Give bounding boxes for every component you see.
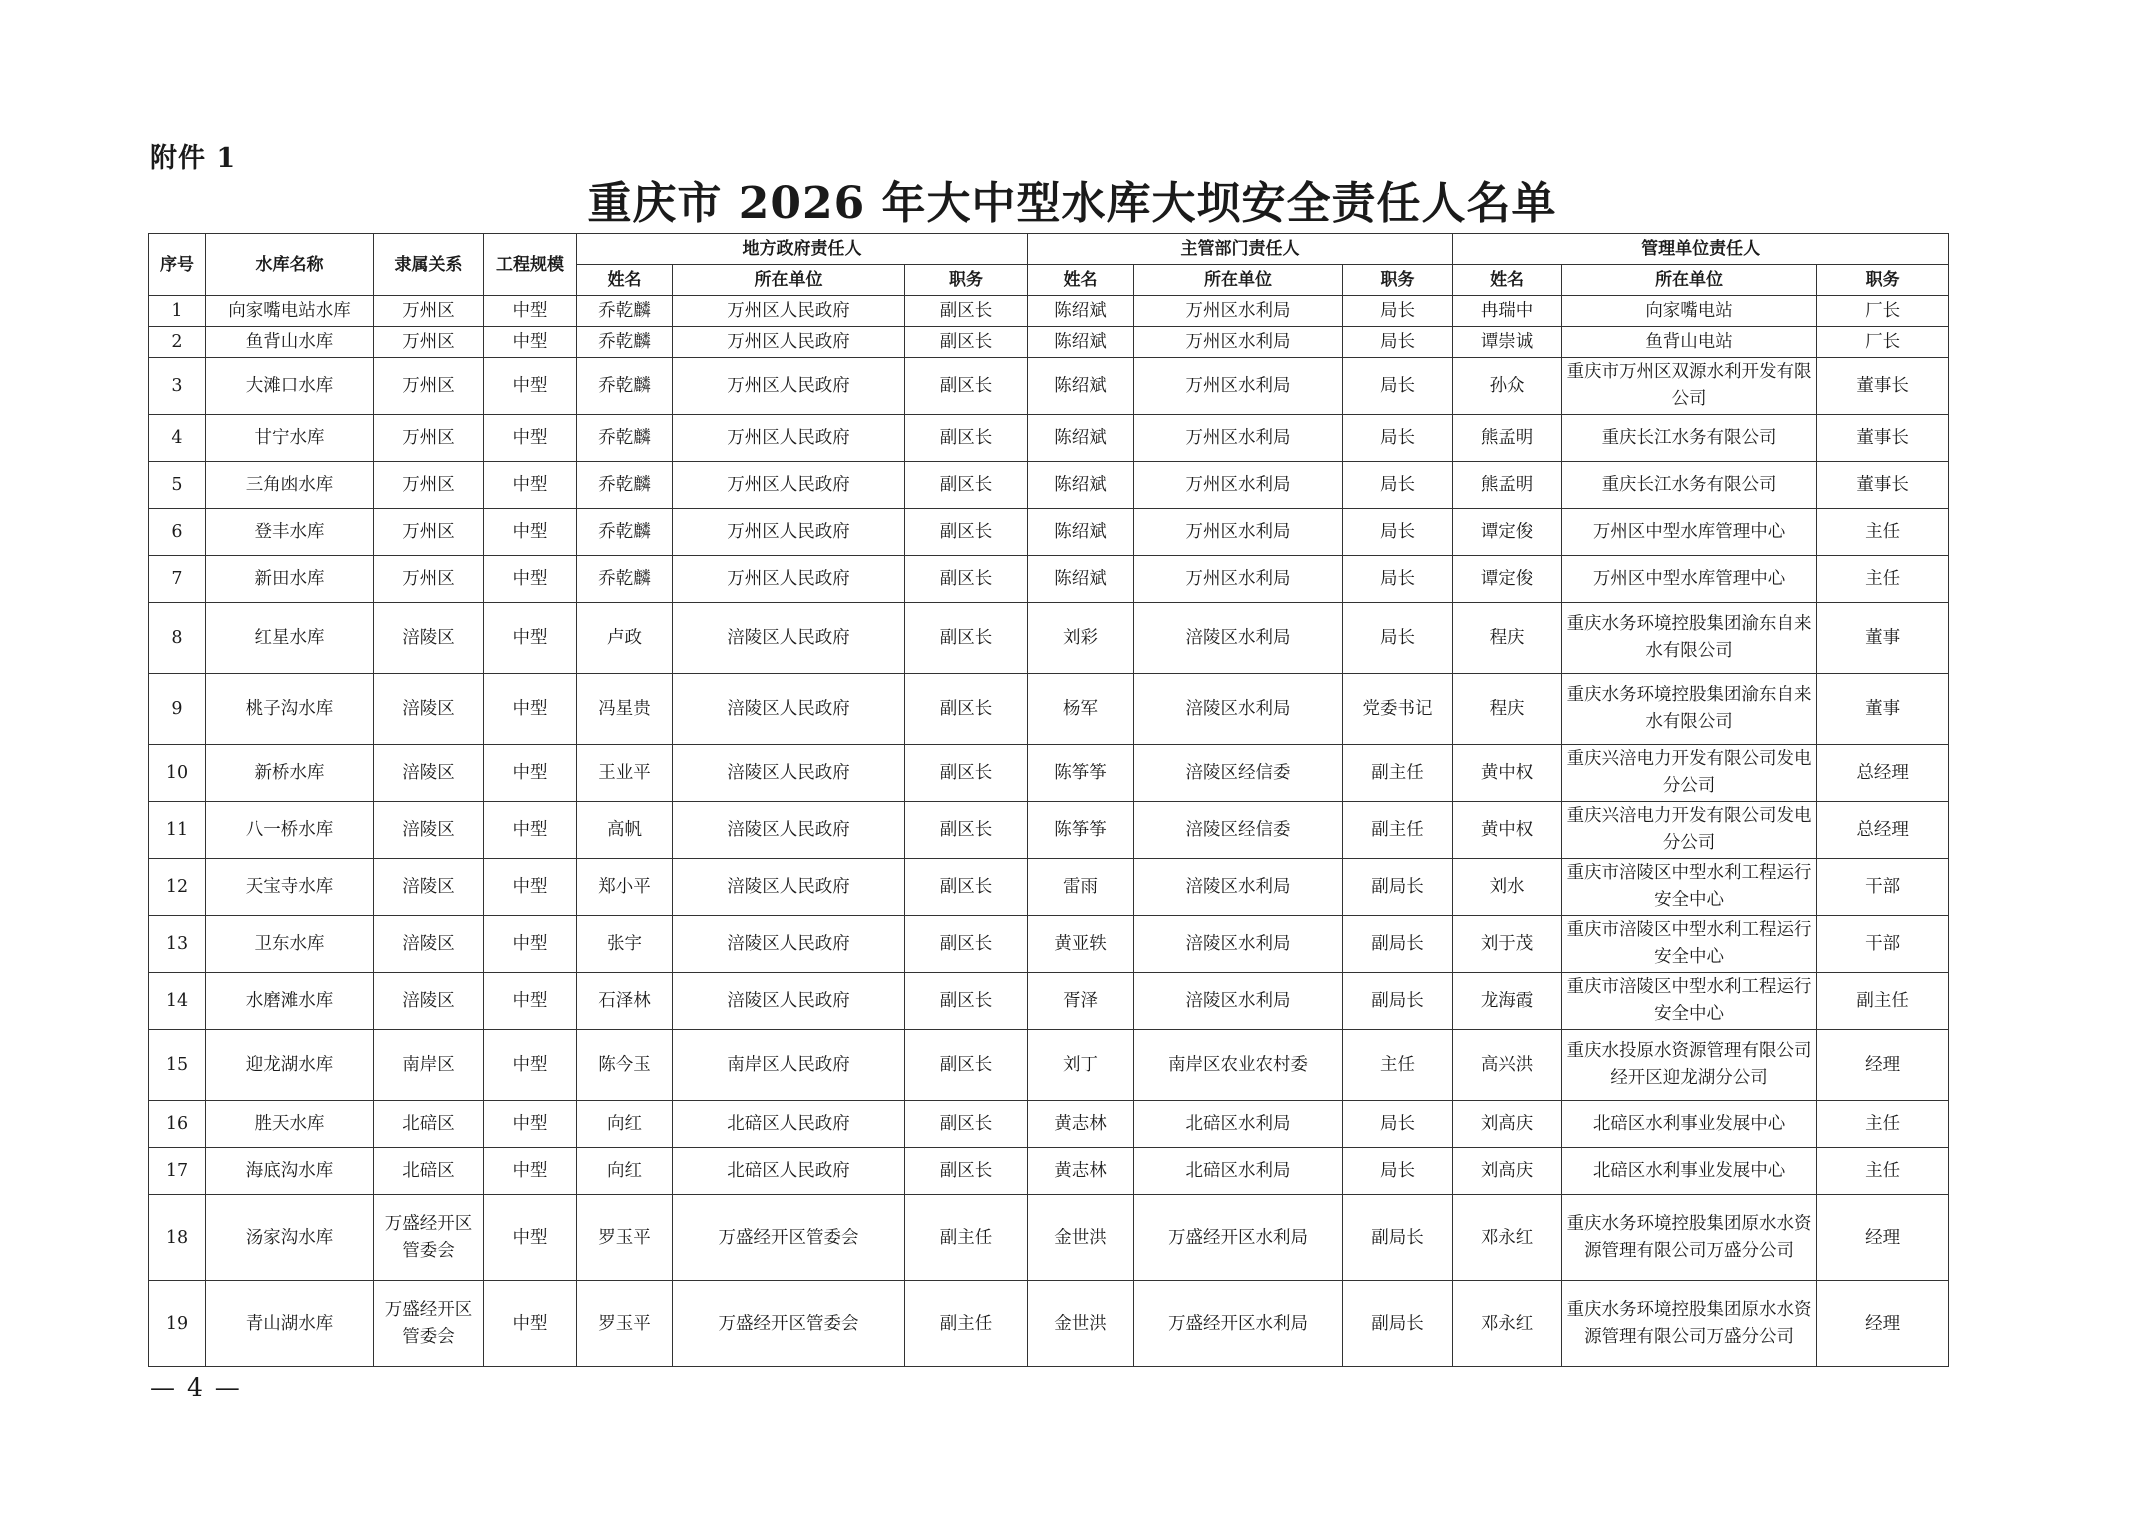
cell-gov-name: 卢政 <box>577 603 673 674</box>
cell-mgmt-title: 副主任 <box>1817 973 1949 1030</box>
cell-scale: 中型 <box>484 462 577 509</box>
subheader-dept-title: 职务 <box>1343 265 1453 296</box>
cell-affiliation: 万州区 <box>374 327 484 358</box>
cell-dept-title: 副局长 <box>1343 973 1453 1030</box>
cell-mgmt-name: 黄中权 <box>1453 745 1562 802</box>
cell-dept-unit: 北碚区水利局 <box>1134 1148 1343 1195</box>
header-seq: 序号 <box>149 234 206 296</box>
cell-seq: 2 <box>149 327 206 358</box>
cell-gov-title: 副区长 <box>905 415 1028 462</box>
cell-seq: 16 <box>149 1101 206 1148</box>
table-row <box>149 603 1949 674</box>
cell-dept-name: 陈筝筝 <box>1028 745 1134 802</box>
cell-gov-title: 副区长 <box>905 745 1028 802</box>
cell-mgmt-unit: 重庆市涪陵区中型水利工程运行安全中心 <box>1562 916 1817 973</box>
cell-scale: 中型 <box>484 916 577 973</box>
cell-reservoir-name: 登丰水库 <box>206 509 374 556</box>
cell-affiliation: 北碚区 <box>374 1101 484 1148</box>
cell-gov-unit: 万州区人民政府 <box>673 415 905 462</box>
cell-gov-name: 罗玉平 <box>577 1195 673 1281</box>
subheader-mgmt-unit: 所在单位 <box>1562 265 1817 296</box>
cell-affiliation: 北碚区 <box>374 1148 484 1195</box>
cell-gov-name: 张宇 <box>577 916 673 973</box>
cell-dept-unit: 涪陵区水利局 <box>1134 973 1343 1030</box>
table-row <box>149 358 1949 415</box>
page-number: — 4 — <box>150 1373 242 1402</box>
cell-mgmt-title: 厂长 <box>1817 296 1949 327</box>
cell-gov-title: 副区长 <box>905 1148 1028 1195</box>
table-row <box>149 296 1949 327</box>
cell-dept-name: 刘丁 <box>1028 1030 1134 1101</box>
cell-gov-unit: 涪陵区人民政府 <box>673 745 905 802</box>
cell-mgmt-unit: 重庆兴涪电力开发有限公司发电分公司 <box>1562 802 1817 859</box>
cell-seq: 10 <box>149 745 206 802</box>
table-row <box>149 1281 1949 1367</box>
cell-reservoir-name: 新田水库 <box>206 556 374 603</box>
cell-mgmt-unit: 万州区中型水库管理中心 <box>1562 509 1817 556</box>
cell-gov-title: 副区长 <box>905 296 1028 327</box>
cell-reservoir-name: 水磨滩水库 <box>206 973 374 1030</box>
cell-mgmt-name: 谭崇诚 <box>1453 327 1562 358</box>
cell-gov-unit: 万盛经开区管委会 <box>673 1281 905 1367</box>
cell-dept-unit: 万州区水利局 <box>1134 415 1343 462</box>
header-dept: 主管部门责任人 <box>1028 234 1453 265</box>
cell-gov-unit: 北碚区人民政府 <box>673 1101 905 1148</box>
cell-mgmt-unit: 重庆长江水务有限公司 <box>1562 415 1817 462</box>
cell-dept-name: 陈绍斌 <box>1028 462 1134 509</box>
cell-scale: 中型 <box>484 1281 577 1367</box>
cell-mgmt-name: 邓永红 <box>1453 1281 1562 1367</box>
cell-scale: 中型 <box>484 327 577 358</box>
cell-affiliation: 万盛经开区管委会 <box>374 1281 484 1367</box>
cell-gov-title: 副区长 <box>905 1101 1028 1148</box>
cell-reservoir-name: 青山湖水库 <box>206 1281 374 1367</box>
table-row <box>149 462 1949 509</box>
cell-reservoir-name: 汤家沟水库 <box>206 1195 374 1281</box>
cell-reservoir-name: 迎龙湖水库 <box>206 1030 374 1101</box>
cell-dept-name: 金世洪 <box>1028 1195 1134 1281</box>
cell-scale: 中型 <box>484 1148 577 1195</box>
cell-dept-name: 杨军 <box>1028 674 1134 745</box>
cell-mgmt-name: 谭定俊 <box>1453 556 1562 603</box>
cell-gov-unit: 涪陵区人民政府 <box>673 674 905 745</box>
cell-mgmt-name: 刘于茂 <box>1453 916 1562 973</box>
table-row <box>149 556 1949 603</box>
cell-mgmt-name: 刘高庆 <box>1453 1148 1562 1195</box>
cell-dept-title: 副主任 <box>1343 745 1453 802</box>
cell-dept-name: 胥泽 <box>1028 973 1134 1030</box>
cell-affiliation: 涪陵区 <box>374 973 484 1030</box>
table-row <box>149 327 1949 358</box>
cell-gov-title: 副区长 <box>905 916 1028 973</box>
cell-reservoir-name: 大滩口水库 <box>206 358 374 415</box>
cell-gov-unit: 北碚区人民政府 <box>673 1148 905 1195</box>
table-row <box>149 1148 1949 1195</box>
header-scale: 工程规模 <box>484 234 577 296</box>
cell-dept-unit: 涪陵区经信委 <box>1134 802 1343 859</box>
table-row <box>149 802 1949 859</box>
cell-reservoir-name: 甘宁水库 <box>206 415 374 462</box>
cell-gov-unit: 万州区人民政府 <box>673 462 905 509</box>
cell-reservoir-name: 胜天水库 <box>206 1101 374 1148</box>
cell-mgmt-name: 刘水 <box>1453 859 1562 916</box>
cell-dept-title: 主任 <box>1343 1030 1453 1101</box>
cell-gov-name: 乔乾麟 <box>577 509 673 556</box>
cell-gov-name: 乔乾麟 <box>577 327 673 358</box>
cell-dept-title: 局长 <box>1343 327 1453 358</box>
cell-reservoir-name: 红星水库 <box>206 603 374 674</box>
cell-dept-unit: 万州区水利局 <box>1134 556 1343 603</box>
cell-mgmt-title: 主任 <box>1817 1101 1949 1148</box>
cell-mgmt-name: 程庆 <box>1453 603 1562 674</box>
table-row <box>149 745 1949 802</box>
cell-gov-title: 副区长 <box>905 859 1028 916</box>
cell-dept-name: 陈绍斌 <box>1028 296 1134 327</box>
cell-scale: 中型 <box>484 603 577 674</box>
cell-mgmt-unit: 重庆水务环境控股集团原水水资源管理有限公司万盛分公司 <box>1562 1281 1817 1367</box>
cell-seq: 14 <box>149 973 206 1030</box>
cell-mgmt-title: 厂长 <box>1817 327 1949 358</box>
cell-reservoir-name: 天宝寺水库 <box>206 859 374 916</box>
table-row <box>149 1195 1949 1281</box>
cell-dept-unit: 万盛经开区水利局 <box>1134 1195 1343 1281</box>
cell-dept-title: 副局长 <box>1343 1281 1453 1367</box>
cell-affiliation: 万盛经开区管委会 <box>374 1195 484 1281</box>
cell-gov-name: 乔乾麟 <box>577 462 673 509</box>
cell-seq: 19 <box>149 1281 206 1367</box>
cell-gov-title: 副区长 <box>905 327 1028 358</box>
table-row <box>149 1101 1949 1148</box>
cell-dept-title: 党委书记 <box>1343 674 1453 745</box>
cell-reservoir-name: 桃子沟水库 <box>206 674 374 745</box>
cell-reservoir-name: 八一桥水库 <box>206 802 374 859</box>
cell-gov-unit: 涪陵区人民政府 <box>673 802 905 859</box>
cell-affiliation: 南岸区 <box>374 1030 484 1101</box>
cell-dept-unit: 万盛经开区水利局 <box>1134 1281 1343 1367</box>
cell-dept-unit: 北碚区水利局 <box>1134 1101 1343 1148</box>
cell-mgmt-unit: 重庆市万州区双源水利开发有限公司 <box>1562 358 1817 415</box>
cell-gov-title: 副主任 <box>905 1195 1028 1281</box>
cell-reservoir-name: 鱼背山水库 <box>206 327 374 358</box>
cell-seq: 18 <box>149 1195 206 1281</box>
cell-mgmt-title: 主任 <box>1817 509 1949 556</box>
cell-reservoir-name: 卫东水库 <box>206 916 374 973</box>
cell-mgmt-unit: 重庆市涪陵区中型水利工程运行安全中心 <box>1562 973 1817 1030</box>
cell-seq: 5 <box>149 462 206 509</box>
cell-scale: 中型 <box>484 415 577 462</box>
cell-dept-title: 局长 <box>1343 415 1453 462</box>
cell-gov-title: 副区长 <box>905 603 1028 674</box>
cell-gov-unit: 涪陵区人民政府 <box>673 973 905 1030</box>
cell-scale: 中型 <box>484 674 577 745</box>
attachment-label: 附件 1 <box>150 143 237 174</box>
cell-affiliation: 万州区 <box>374 358 484 415</box>
cell-gov-unit: 涪陵区人民政府 <box>673 603 905 674</box>
cell-mgmt-name: 邓永红 <box>1453 1195 1562 1281</box>
cell-dept-unit: 万州区水利局 <box>1134 296 1343 327</box>
cell-mgmt-unit: 重庆兴涪电力开发有限公司发电分公司 <box>1562 745 1817 802</box>
cell-mgmt-unit: 重庆水务环境控股集团渝东自来水有限公司 <box>1562 603 1817 674</box>
cell-gov-name: 乔乾麟 <box>577 415 673 462</box>
cell-scale: 中型 <box>484 1195 577 1281</box>
subheader-dept-unit: 所在单位 <box>1134 265 1343 296</box>
cell-dept-title: 副局长 <box>1343 859 1453 916</box>
cell-seq: 11 <box>149 802 206 859</box>
cell-dept-unit: 南岸区农业农村委 <box>1134 1030 1343 1101</box>
cell-mgmt-title: 经理 <box>1817 1195 1949 1281</box>
header-mgmt: 管理单位责任人 <box>1453 234 1949 265</box>
cell-mgmt-unit: 重庆市涪陵区中型水利工程运行安全中心 <box>1562 859 1817 916</box>
cell-gov-title: 副区长 <box>905 802 1028 859</box>
cell-gov-title: 副区长 <box>905 358 1028 415</box>
cell-mgmt-unit: 重庆水投原水资源管理有限公司经开区迎龙湖分公司 <box>1562 1030 1817 1101</box>
cell-affiliation: 涪陵区 <box>374 916 484 973</box>
cell-seq: 4 <box>149 415 206 462</box>
table-row <box>149 674 1949 745</box>
cell-mgmt-name: 冉瑞中 <box>1453 296 1562 327</box>
cell-seq: 12 <box>149 859 206 916</box>
cell-dept-name: 刘彩 <box>1028 603 1134 674</box>
table-row <box>149 1030 1949 1101</box>
cell-mgmt-unit: 重庆长江水务有限公司 <box>1562 462 1817 509</box>
cell-dept-name: 雷雨 <box>1028 859 1134 916</box>
table-body <box>149 296 1949 1367</box>
cell-gov-name: 罗玉平 <box>577 1281 673 1367</box>
cell-scale: 中型 <box>484 509 577 556</box>
cell-affiliation: 万州区 <box>374 509 484 556</box>
table-row <box>149 509 1949 556</box>
cell-dept-title: 局长 <box>1343 509 1453 556</box>
cell-mgmt-name: 高兴洪 <box>1453 1030 1562 1101</box>
cell-dept-name: 陈绍斌 <box>1028 556 1134 603</box>
cell-dept-unit: 万州区水利局 <box>1134 462 1343 509</box>
cell-affiliation: 万州区 <box>374 462 484 509</box>
cell-dept-title: 局长 <box>1343 462 1453 509</box>
header-affiliation: 隶属关系 <box>374 234 484 296</box>
cell-scale: 中型 <box>484 358 577 415</box>
cell-gov-name: 石泽林 <box>577 973 673 1030</box>
cell-scale: 中型 <box>484 745 577 802</box>
cell-seq: 7 <box>149 556 206 603</box>
cell-mgmt-title: 董事长 <box>1817 462 1949 509</box>
cell-mgmt-title: 总经理 <box>1817 802 1949 859</box>
cell-gov-unit: 万州区人民政府 <box>673 296 905 327</box>
cell-gov-unit: 涪陵区人民政府 <box>673 859 905 916</box>
cell-affiliation: 涪陵区 <box>374 603 484 674</box>
cell-mgmt-unit: 向家嘴电站 <box>1562 296 1817 327</box>
cell-mgmt-title: 干部 <box>1817 916 1949 973</box>
cell-gov-unit: 万州区人民政府 <box>673 327 905 358</box>
cell-gov-unit: 涪陵区人民政府 <box>673 916 905 973</box>
cell-dept-unit: 涪陵区经信委 <box>1134 745 1343 802</box>
cell-scale: 中型 <box>484 556 577 603</box>
cell-mgmt-unit: 北碚区水利事业发展中心 <box>1562 1148 1817 1195</box>
cell-mgmt-name: 程庆 <box>1453 674 1562 745</box>
cell-gov-name: 冯星贵 <box>577 674 673 745</box>
cell-dept-unit: 万州区水利局 <box>1134 327 1343 358</box>
cell-seq: 6 <box>149 509 206 556</box>
cell-mgmt-title: 主任 <box>1817 556 1949 603</box>
reservoir-responsibility-table <box>148 233 1949 1367</box>
cell-mgmt-title: 董事 <box>1817 603 1949 674</box>
cell-dept-name: 黄亚轶 <box>1028 916 1134 973</box>
cell-gov-title: 副主任 <box>905 1281 1028 1367</box>
table-row <box>149 916 1949 973</box>
cell-gov-title: 副区长 <box>905 509 1028 556</box>
cell-seq: 3 <box>149 358 206 415</box>
cell-seq: 1 <box>149 296 206 327</box>
cell-gov-unit: 万州区人民政府 <box>673 556 905 603</box>
cell-affiliation: 涪陵区 <box>374 859 484 916</box>
subheader-gov-title: 职务 <box>905 265 1028 296</box>
cell-mgmt-unit: 重庆水务环境控股集团渝东自来水有限公司 <box>1562 674 1817 745</box>
cell-dept-title: 副局长 <box>1343 916 1453 973</box>
cell-mgmt-title: 经理 <box>1817 1030 1949 1101</box>
cell-dept-title: 副局长 <box>1343 1195 1453 1281</box>
cell-mgmt-name: 谭定俊 <box>1453 509 1562 556</box>
cell-reservoir-name: 新桥水库 <box>206 745 374 802</box>
cell-mgmt-title: 董事长 <box>1817 415 1949 462</box>
cell-reservoir-name: 三角凼水库 <box>206 462 374 509</box>
cell-mgmt-name: 黄中权 <box>1453 802 1562 859</box>
table-header-row <box>149 234 1949 265</box>
subheader-gov-unit: 所在单位 <box>673 265 905 296</box>
cell-dept-unit: 万州区水利局 <box>1134 509 1343 556</box>
cell-mgmt-name: 孙众 <box>1453 358 1562 415</box>
cell-scale: 中型 <box>484 296 577 327</box>
cell-mgmt-unit: 北碚区水利事业发展中心 <box>1562 1101 1817 1148</box>
table-row <box>149 973 1949 1030</box>
cell-mgmt-title: 经理 <box>1817 1281 1949 1367</box>
cell-dept-unit: 涪陵区水利局 <box>1134 603 1343 674</box>
cell-dept-name: 陈绍斌 <box>1028 358 1134 415</box>
cell-dept-name: 金世洪 <box>1028 1281 1134 1367</box>
cell-gov-unit: 万州区人民政府 <box>673 358 905 415</box>
cell-dept-title: 局长 <box>1343 296 1453 327</box>
cell-mgmt-title: 主任 <box>1817 1148 1949 1195</box>
cell-gov-name: 郑小平 <box>577 859 673 916</box>
cell-seq: 13 <box>149 916 206 973</box>
cell-dept-name: 陈绍斌 <box>1028 327 1134 358</box>
cell-seq: 17 <box>149 1148 206 1195</box>
cell-mgmt-unit: 万州区中型水库管理中心 <box>1562 556 1817 603</box>
cell-dept-name: 陈筝筝 <box>1028 802 1134 859</box>
cell-dept-title: 局长 <box>1343 1148 1453 1195</box>
cell-mgmt-name: 刘高庆 <box>1453 1101 1562 1148</box>
cell-affiliation: 涪陵区 <box>374 802 484 859</box>
cell-gov-name: 王业平 <box>577 745 673 802</box>
cell-dept-name: 黄志林 <box>1028 1101 1134 1148</box>
cell-gov-title: 副区长 <box>905 973 1028 1030</box>
subheader-dept-name: 姓名 <box>1028 265 1134 296</box>
cell-mgmt-title: 总经理 <box>1817 745 1949 802</box>
cell-affiliation: 万州区 <box>374 556 484 603</box>
cell-affiliation: 万州区 <box>374 415 484 462</box>
cell-seq: 15 <box>149 1030 206 1101</box>
subheader-mgmt-name: 姓名 <box>1453 265 1562 296</box>
cell-gov-unit: 南岸区人民政府 <box>673 1030 905 1101</box>
subheader-mgmt-title: 职务 <box>1817 265 1949 296</box>
cell-affiliation: 涪陵区 <box>374 745 484 802</box>
cell-gov-name: 乔乾麟 <box>577 296 673 327</box>
cell-scale: 中型 <box>484 802 577 859</box>
cell-seq: 9 <box>149 674 206 745</box>
header-reservoir-name: 水库名称 <box>206 234 374 296</box>
cell-mgmt-name: 熊孟明 <box>1453 415 1562 462</box>
cell-gov-unit: 万盛经开区管委会 <box>673 1195 905 1281</box>
cell-dept-name: 黄志林 <box>1028 1148 1134 1195</box>
cell-mgmt-title: 董事 <box>1817 674 1949 745</box>
cell-dept-title: 局长 <box>1343 358 1453 415</box>
cell-mgmt-unit: 鱼背山电站 <box>1562 327 1817 358</box>
cell-gov-name: 乔乾麟 <box>577 358 673 415</box>
cell-gov-name: 高帆 <box>577 802 673 859</box>
cell-dept-title: 局长 <box>1343 556 1453 603</box>
cell-dept-name: 陈绍斌 <box>1028 415 1134 462</box>
cell-dept-unit: 万州区水利局 <box>1134 358 1343 415</box>
cell-seq: 8 <box>149 603 206 674</box>
cell-dept-unit: 涪陵区水利局 <box>1134 916 1343 973</box>
cell-mgmt-name: 熊孟明 <box>1453 462 1562 509</box>
cell-dept-unit: 涪陵区水利局 <box>1134 859 1343 916</box>
cell-scale: 中型 <box>484 859 577 916</box>
cell-mgmt-name: 龙海霞 <box>1453 973 1562 1030</box>
document-title: 重庆市 2026 年大中型水库大坝安全责任人名单 <box>587 178 1557 229</box>
cell-mgmt-title: 董事长 <box>1817 358 1949 415</box>
cell-gov-title: 副区长 <box>905 462 1028 509</box>
cell-mgmt-unit: 重庆水务环境控股集团原水水资源管理有限公司万盛分公司 <box>1562 1195 1817 1281</box>
table-row <box>149 859 1949 916</box>
cell-dept-title: 局长 <box>1343 603 1453 674</box>
cell-dept-name: 陈绍斌 <box>1028 509 1134 556</box>
cell-dept-title: 局长 <box>1343 1101 1453 1148</box>
header-local-gov: 地方政府责任人 <box>577 234 1028 265</box>
cell-gov-name: 向红 <box>577 1148 673 1195</box>
table-row <box>149 415 1949 462</box>
cell-gov-unit: 万州区人民政府 <box>673 509 905 556</box>
cell-scale: 中型 <box>484 1030 577 1101</box>
cell-gov-name: 乔乾麟 <box>577 556 673 603</box>
cell-mgmt-title: 干部 <box>1817 859 1949 916</box>
cell-gov-title: 副区长 <box>905 674 1028 745</box>
cell-dept-title: 副主任 <box>1343 802 1453 859</box>
cell-affiliation: 万州区 <box>374 296 484 327</box>
cell-gov-title: 副区长 <box>905 556 1028 603</box>
cell-gov-name: 向红 <box>577 1101 673 1148</box>
cell-dept-unit: 涪陵区水利局 <box>1134 674 1343 745</box>
cell-reservoir-name: 海底沟水库 <box>206 1148 374 1195</box>
cell-affiliation: 涪陵区 <box>374 674 484 745</box>
cell-scale: 中型 <box>484 1101 577 1148</box>
cell-scale: 中型 <box>484 973 577 1030</box>
cell-gov-name: 陈今玉 <box>577 1030 673 1101</box>
cell-reservoir-name: 向家嘴电站水库 <box>206 296 374 327</box>
subheader-gov-name: 姓名 <box>577 265 673 296</box>
cell-gov-title: 副区长 <box>905 1030 1028 1101</box>
